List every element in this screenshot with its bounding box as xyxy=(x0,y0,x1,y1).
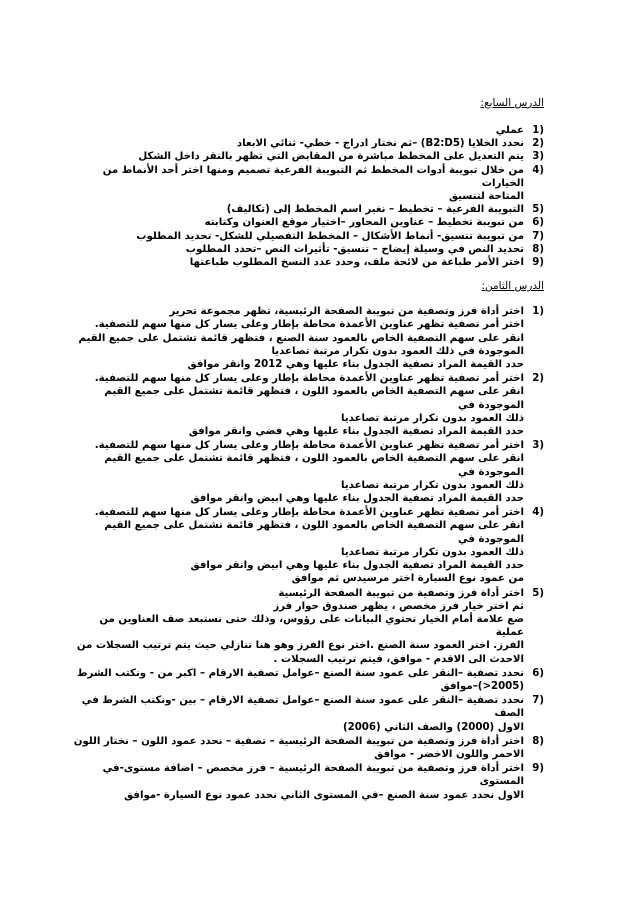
item-line: من تبويبة تنسيق- أنماط الأشكال – المخطط التفصيلي للشكل- تحديد المطلوب xyxy=(136,230,524,242)
item-line: اختر أمر تصفية تظهر عناوين الأعمدة محاطة بإطار وعلى يسار كل منها سهم للتصفية. xyxy=(94,440,524,452)
item-line: عملي xyxy=(495,125,524,136)
lesson7-heading: الدرس السابع: xyxy=(480,97,544,109)
item-number: 5) xyxy=(532,587,544,599)
item-line: ذلك العمود بدون تكرار مرتبة تصاعديا xyxy=(341,412,524,424)
item-line: ذلك العمود بدون تكرار مرتبة تصاعديا xyxy=(341,546,524,558)
item-line: ذلك العمود بدون تكرار مرتبة تصاعديا xyxy=(341,479,524,491)
item-line: اختر أداة فرز وتصفية من تبويبة الصفحة الرئيسية – تصفية – نحدد عمود اللون – نختار اللون xyxy=(73,735,524,747)
item-line: حدد القيمة المراد تصفية الجدول بناء عليها وهي ابيض وانقر موافق xyxy=(190,560,524,572)
item-line: من تبويبة تخطيط – عناوين المحاور –اختيار موقع العنوان وكتابته xyxy=(204,217,524,229)
lesson8-heading: الدرس الثامن: xyxy=(481,280,544,293)
item-line: انقر على سهم التصفية الخاص بالعمود سنة الصنع ، فتظهر قائمة تشتمل على جميع القيم xyxy=(78,332,524,344)
lesson7-item xyxy=(72,256,544,269)
item-line: تحديد النص في وسيلة إيضاح – تنسيق- تأثيرات النص –تحدد المطلوب xyxy=(185,243,524,255)
lesson7-item xyxy=(72,243,544,256)
lesson7-item xyxy=(72,164,544,204)
lesson8-item xyxy=(72,587,544,666)
item-number: 3) xyxy=(532,440,544,452)
item-number: 7) xyxy=(532,230,544,242)
lesson8-item xyxy=(72,694,544,734)
item-line: اختر أداة فرز وتصفية من تبويبة الصفحة الرئيسية xyxy=(278,587,524,599)
item-line: يتم التعديل على المخطط مباشرة من المقابض التي تظهر بالنقر داخل الشكل xyxy=(138,151,524,163)
lesson8-item xyxy=(72,762,544,802)
item-line: ثم اختر خيار فرز مخصص ، يظهر صندوق حوار فرز xyxy=(273,600,524,612)
item-line: (2005<)–موافق xyxy=(440,680,524,692)
item-number: 9) xyxy=(532,763,544,775)
lesson8-item xyxy=(72,372,544,438)
lesson8-item xyxy=(72,305,544,371)
item-number: 7) xyxy=(532,695,544,707)
item-number: 2) xyxy=(532,138,544,150)
item-line: اختر الأمر طباعة من لائحة ملف، وحدد عدد النسخ المطلوب طباعتها xyxy=(189,257,524,269)
item-line: الموجودة في ذلك العمود بدون تكرار مرتبة تصاعديا xyxy=(271,345,524,357)
item-line: الاول نحدد عمود سنة الصنع –في المستوى الثاني نحدد عمود نوع السيارة -موافق xyxy=(124,789,524,801)
item-number: 4) xyxy=(532,164,544,176)
lesson7-item xyxy=(72,137,544,150)
lesson8-item xyxy=(72,735,544,761)
item-number: 6) xyxy=(532,667,544,679)
item-line: حدد القيمة المراد تصفية الجدول بناء عليها وهي فضي وانقر موافق xyxy=(188,426,524,438)
item-line: انقر على سهم التصفية الخاص بالعمود اللون ، فتظهر قائمة تشتمل على جميع القيم الموجودة في xyxy=(104,520,524,545)
item-number: 9) xyxy=(532,257,544,269)
item-line: الفرز. اختر العمود سنة الصنع .اختر نوع الفرز وهو هنا تنازلي حيث يتم ترتيب السجلات من xyxy=(76,640,524,652)
item-number: 8) xyxy=(532,735,544,747)
item-number: 2) xyxy=(532,373,544,385)
lesson8-item xyxy=(72,439,544,505)
lesson7-list xyxy=(72,124,544,269)
lesson7-item xyxy=(72,230,544,243)
item-line: حدد القيمة المراد تصفية الجدول بناء عليها وهي 2012 وانقر موافق xyxy=(187,359,524,371)
item-line: الاول (2000) والصف الثاني (2006) xyxy=(342,721,524,733)
lesson7-item xyxy=(72,124,544,137)
lesson8-item xyxy=(72,506,544,585)
item-number: 1) xyxy=(532,125,544,136)
lesson7-item xyxy=(72,216,544,229)
lesson8-item xyxy=(72,667,544,693)
item-line: من عمود نوع السيارة اختر مرسيدس ثم موافق xyxy=(291,573,524,585)
lesson7-item xyxy=(72,203,544,216)
item-line: حدد القيمة المراد تصفية الجدول بناء عليها وهي ابيض وانقر موافق xyxy=(190,493,524,505)
item-number: 1) xyxy=(532,306,544,318)
item-number: 3) xyxy=(532,151,544,163)
item-line: اختر أمر تصفية تظهر عناوين الأعمدة محاطة بإطار وعلى يسار كل منها سهم للتصفية. xyxy=(94,373,524,385)
item-line: اختر أداة فرز وتصفية من تبويبة الصفحة الرئيسية، تظهر مجموعة تحرير xyxy=(169,306,524,318)
item-line: المتاحة لتنسيق xyxy=(448,191,524,203)
item-line: اختر أداة فرز وتصفية من تبويبة الصفحة الرئيسية – فرز مخصص – اضافة مستوى-في المستوى xyxy=(102,763,524,788)
item-number: 6) xyxy=(532,217,544,229)
item-line: من خلال تبويبة أدوات المخطط ثم التبويبة الفرعية تصميم ومنها اختر أحد الأنماط من الخيارات xyxy=(102,164,524,189)
item-line: اختر أمر تصفية تظهر عناوين الأعمدة محاطة بإطار وعلى يسار كل منها سهم للتصفية. xyxy=(94,507,524,519)
item-line: انقر على سهم التصفية الخاص بالعمود اللون ، فتظهر قائمة تشتمل على جميع القيم الموجودة في xyxy=(104,453,524,478)
item-number: 8) xyxy=(532,243,544,255)
lesson8-list xyxy=(72,305,544,802)
item-line: الاحمر واللون الاخضر - موافق xyxy=(374,748,524,760)
item-line: الاحدث الى الاقدم - موافق، فيتم ترتيب السجلات . xyxy=(273,653,524,665)
item-line: نحدد تصفية –النقر على عمود سنة الصنع –عوامل تصفية الارقام – بين -ونكتب الشرط في الصف xyxy=(81,695,524,720)
item-line: ضع علامة أمام الخيار تحتوي البيانات على رؤوس، وذلك حتى نستبعد صف العناوين من عملية xyxy=(99,613,524,639)
item-line: نحدد الخلايا (B2:D5) –ثم نختار ادراج - خطي- ثنائي الابعاد xyxy=(236,138,524,150)
item-line: نحدد تصفية –النقر على عمود سنة الصنع –عوامل تصفية الارقام – اكبر من - ونكتب الشرط xyxy=(76,667,524,679)
item-line: اختر أمر تصفية تظهر عناوين الأعمدة محاطة بإطار وعلى يسار كل منها سهم للتصفية. xyxy=(94,319,524,331)
lesson7-item xyxy=(72,150,544,163)
item-number: 4) xyxy=(532,507,544,519)
item-line: التبويبة الفرعية – تخطيط – نغير اسم المخطط إلى (تكاليف) xyxy=(226,204,524,216)
item-line: انقر على سهم التصفية الخاص بالعمود اللون ، فتظهر قائمة تشتمل على جميع القيم الموجودة في xyxy=(104,386,524,411)
item-number: 5) xyxy=(532,204,544,216)
